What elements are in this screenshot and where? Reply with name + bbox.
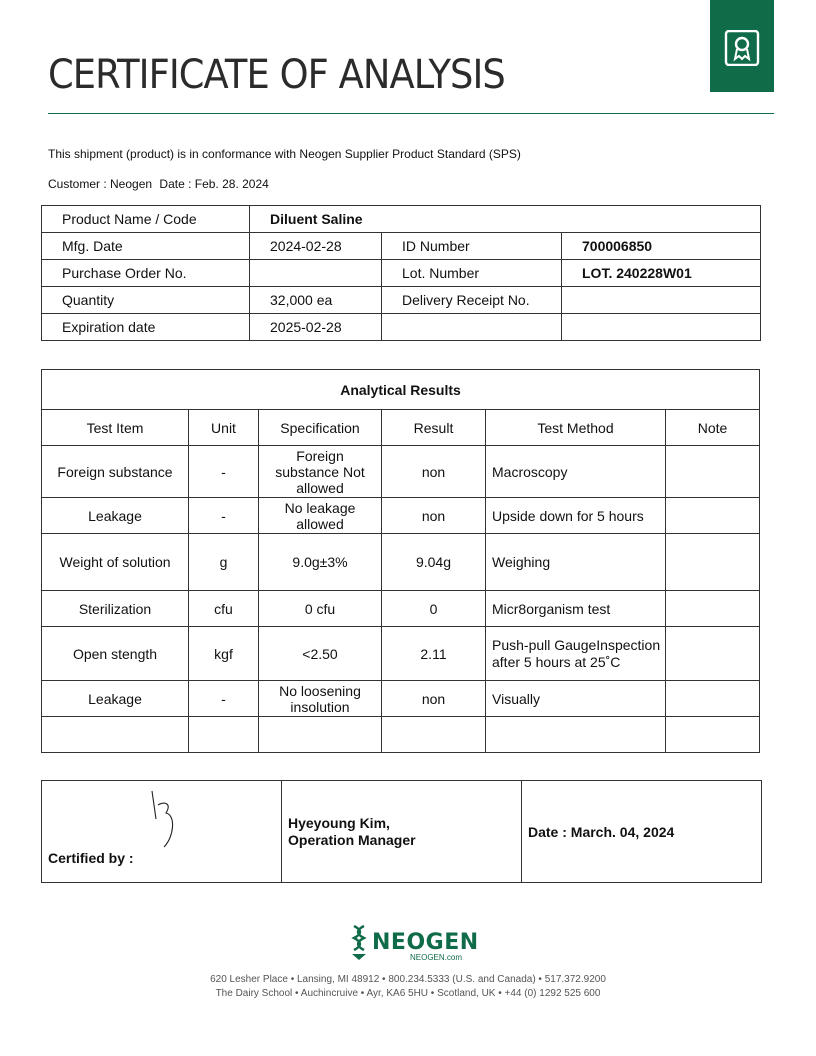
id-value: 700006850 — [562, 233, 761, 260]
test-result: non — [382, 446, 486, 498]
test-note — [666, 498, 760, 534]
mfg-value: 2024-02-28 — [250, 233, 382, 260]
test-method: Micr8organism test — [486, 591, 666, 627]
certified-by-label: Certified by : — [48, 850, 134, 866]
signer-role: Operation Manager — [288, 831, 416, 848]
certificate-badge — [710, 0, 774, 92]
table-row — [42, 498, 760, 534]
footer-address-us: 620 Lesher Place • Lansing, MI 48912 • 800.234.5333 (U.S. and Canada) • 517.372.9200 — [210, 974, 606, 985]
test-unit: - — [189, 681, 259, 717]
column-header: Specification — [259, 410, 382, 446]
empty-cell — [562, 314, 761, 341]
test-unit: - — [189, 446, 259, 498]
column-header: Result — [382, 410, 486, 446]
column-header: Test Method — [486, 410, 666, 446]
column-header: Unit — [189, 410, 259, 446]
test-method: Visually — [486, 681, 666, 717]
test-note — [666, 446, 760, 498]
test-item: Open stength — [42, 627, 189, 681]
empty-cell — [666, 717, 760, 753]
test-result: non — [382, 681, 486, 717]
certification-date: Date : March. 04, 2024 — [522, 781, 762, 883]
test-method: Upside down for 5 hours — [486, 498, 666, 534]
test-method: Weighing — [486, 534, 666, 591]
table-row — [42, 681, 760, 717]
test-note — [666, 627, 760, 681]
column-header: Note — [666, 410, 760, 446]
product-label: Product Name / Code — [42, 206, 250, 233]
test-result: 0 — [382, 591, 486, 627]
table-row — [42, 314, 761, 341]
table-row — [42, 260, 761, 287]
table-row — [42, 591, 760, 627]
certification-table — [41, 780, 762, 883]
empty-cell — [382, 717, 486, 753]
signer-cell — [282, 781, 522, 883]
test-spec: No leakage allowed — [259, 498, 382, 534]
conformance-statement: This shipment (product) is in conformance with Neogen Supplier Product Standard (SPS) — [48, 147, 521, 161]
award-ribbon-icon — [724, 30, 760, 66]
test-item: Weight of solution — [42, 534, 189, 591]
results-title: Analytical Results — [42, 370, 760, 410]
test-spec: 0 cfu — [259, 591, 382, 627]
exp-label: Expiration date — [42, 314, 250, 341]
issue-date: Date : Feb. 28. 2024 — [159, 177, 269, 191]
table-row — [42, 781, 762, 883]
lot-label: Lot. Number — [382, 260, 562, 287]
test-item: Leakage — [42, 498, 189, 534]
test-spec: <2.50 — [259, 627, 382, 681]
table-row — [42, 627, 760, 681]
column-header: Test Item — [42, 410, 189, 446]
table-row — [42, 287, 761, 314]
id-label: ID Number — [382, 233, 562, 260]
table-row — [42, 233, 761, 260]
test-result: non — [382, 498, 486, 534]
test-method: Macroscopy — [486, 446, 666, 498]
neogen-url: NEOGEN.com — [410, 953, 463, 962]
test-unit: g — [189, 534, 259, 591]
table-row — [42, 717, 760, 753]
product-info-table — [41, 205, 761, 341]
signature — [142, 787, 192, 853]
test-note — [666, 534, 760, 591]
results-title-row — [42, 370, 760, 410]
certified-by-cell — [42, 781, 282, 883]
test-spec: 9.0g±3% — [259, 534, 382, 591]
table-row — [42, 534, 760, 591]
column-header-row — [42, 410, 760, 446]
product-value: Diluent Saline — [250, 206, 761, 233]
customer-text: Customer : Neogen — [48, 177, 153, 191]
title-divider — [48, 113, 774, 114]
test-unit: kgf — [189, 627, 259, 681]
test-item: Foreign substance — [42, 446, 189, 498]
qty-label: Quantity — [42, 287, 250, 314]
neogen-logo-text: NEOGEN — [372, 930, 479, 955]
qty-value: 32,000 ea — [250, 287, 382, 314]
test-unit: cfu — [189, 591, 259, 627]
delivery-label: Delivery Receipt No. — [382, 287, 562, 314]
lot-value: LOT. 240228W01 — [562, 260, 761, 287]
analytical-results-table — [41, 369, 760, 753]
footer-address-uk: The Dairy School • Auchincruive • Ayr, KA6 5HU • Scotland, UK • +44 (0) 1292 525 600 — [215, 988, 601, 999]
test-spec: No loosening insolution — [259, 681, 382, 717]
test-note — [666, 591, 760, 627]
po-label: Purchase Order No. — [42, 260, 250, 287]
customer-line — [48, 177, 273, 191]
empty-cell — [189, 717, 259, 753]
test-item: Leakage — [42, 681, 189, 717]
exp-value: 2025-02-28 — [250, 314, 382, 341]
test-result: 2.11 — [382, 627, 486, 681]
test-note — [666, 681, 760, 717]
empty-cell — [259, 717, 382, 753]
mfg-label: Mfg. Date — [42, 233, 250, 260]
signer-name: Hyeyoung Kim, — [288, 814, 390, 831]
test-spec: Foreign substance Not allowed — [259, 446, 382, 498]
empty-cell — [486, 717, 666, 753]
test-item: Sterilization — [42, 591, 189, 627]
empty-cell — [42, 717, 189, 753]
page-title: CERTIFICATE OF ANALYSIS — [48, 52, 505, 98]
po-value — [250, 260, 382, 287]
table-row — [42, 206, 761, 233]
test-result: 9.04g — [382, 534, 486, 591]
table-row — [42, 446, 760, 498]
test-unit: - — [189, 498, 259, 534]
delivery-value — [562, 287, 761, 314]
empty-cell — [382, 314, 562, 341]
test-method: Push-pull GaugeInspection after 5 hours at 25˚C — [486, 627, 666, 681]
